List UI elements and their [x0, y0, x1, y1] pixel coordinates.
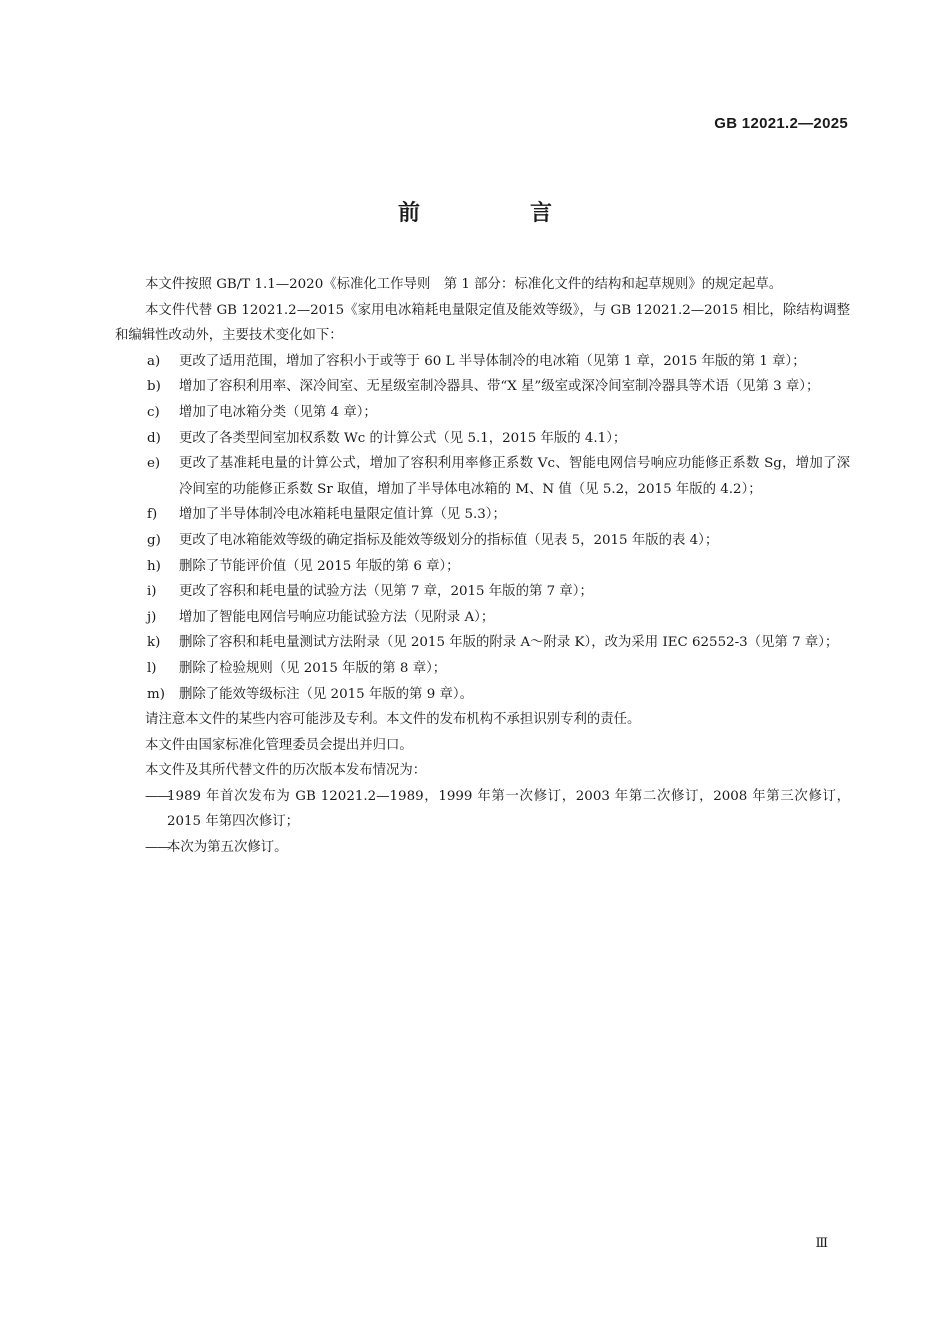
list-item-text: 更改了基准耗电量的计算公式，增加了容积利用率修正系数 Vc、智能电网信号响应功能修正系数 Sg，增加了深冷间室的功能修正系数 Sr 取值，增加了半导体电冰箱的 M、N 值（见 5.2，2015 年版的 4.2）； — [179, 456, 850, 497]
history-intro-paragraph: 本文件及其所代替文件的历次版本发布情况为： — [145, 763, 427, 779]
list-marker: f) — [147, 507, 158, 523]
list-item — [115, 630, 850, 656]
list-item — [115, 579, 850, 605]
patent-notice-paragraph: 请注意本文件的某些内容可能涉及专利。本文件的发布机构不承担识别专利的责任。 — [145, 712, 641, 728]
list-item-text: 更改了电冰箱能效等级的确定指标及能效等级划分的指标值（见表 5，2015 年版的表 4）； — [179, 532, 719, 548]
history-list — [115, 784, 850, 861]
page-title: 前 言 — [397, 201, 596, 226]
list-marker: b) — [147, 379, 161, 395]
list-marker: h) — [147, 558, 161, 574]
list-item — [115, 605, 850, 631]
dash-marker: —— — [145, 788, 170, 804]
list-marker: i) — [147, 584, 157, 600]
list-item-text: 更改了适用范围，增加了容积小于或等于 60 L 半导体制冷的电冰箱（见第 1 章，2015 年版的第 1 章）； — [179, 353, 806, 369]
history-item-text: 本次为第五次修订。 — [167, 840, 288, 856]
list-marker: a) — [147, 353, 161, 369]
document-body — [115, 272, 850, 861]
list-item-text: 删除了节能评价值（见 2015 年版的第 6 章）； — [179, 558, 460, 574]
list-item — [115, 349, 850, 375]
list-item-text: 增加了容积利用率、深冷间室、无星级室制冷器具、带“X 星”级室或深冷间室制冷器具等术语（见第 3 章）； — [179, 379, 820, 395]
list-item — [115, 426, 850, 452]
list-item-text: 更改了各类型间室加权系数 Wc 的计算公式（见 5.1，2015 年版的 4.1）； — [179, 430, 627, 446]
list-item — [115, 554, 850, 580]
list-item — [115, 400, 850, 426]
list-marker: c) — [147, 404, 160, 420]
list-marker: k) — [147, 635, 161, 651]
intro-paragraph-replacement: 本文件代替 GB 12021.2—2015《家用电冰箱耗电量限定值及能效等级》，与 GB 12021.2—2015 相比，除结构调整和编辑性改动外，主要技术变化如下： — [115, 302, 850, 344]
list-item-text: 增加了电冰箱分类（见第 4 章）； — [179, 404, 377, 420]
history-item — [115, 835, 850, 861]
page-number: Ⅲ — [815, 1236, 828, 1251]
list-item-text: 删除了能效等级标注（见 2015 年版的第 9 章）。 — [179, 686, 473, 702]
list-item-text: 删除了容积和耗电量测试方法附录（见 2015 年版的附录 A～附录 K），改为采用 IEC 62552-3（见第 7 章）； — [179, 635, 839, 651]
list-item — [115, 528, 850, 554]
list-item — [115, 656, 850, 682]
changes-list — [115, 349, 850, 707]
standard-code-header: GB 12021.2—2025 — [714, 115, 848, 132]
list-item-text: 删除了检验规则（见 2015 年版的第 8 章）； — [179, 660, 447, 676]
history-item-text: 1989 年首次发布为 GB 12021.2—1989，1999 年第一次修订，2003 年第二次修订，2008 年第三次修订，2015 年第四次修订； — [167, 788, 850, 830]
list-item — [115, 374, 850, 400]
history-item — [115, 784, 850, 835]
list-marker: m) — [147, 686, 165, 702]
list-item-text: 更改了容积和耗电量的试验方法（见第 7 章，2015 年版的第 7 章）； — [179, 584, 593, 600]
list-item — [115, 451, 850, 502]
list-item — [115, 682, 850, 708]
dash-marker: —— — [145, 840, 170, 856]
list-item-text: 增加了智能电网信号响应功能试验方法（见附录 A）； — [179, 609, 495, 625]
list-marker: j) — [147, 609, 157, 625]
list-marker: g) — [147, 532, 161, 548]
list-marker: d) — [147, 430, 161, 446]
intro-paragraph-drafting-rules: 本文件按照 GB/T 1.1—2020《标准化工作导则 第 1 部分：标准化文件的结构和起草规则》的规定起草。 — [145, 277, 783, 292]
list-item — [115, 502, 850, 528]
list-marker: l) — [147, 660, 157, 676]
list-marker: e) — [147, 456, 161, 472]
list-item-text: 增加了半导体制冷电冰箱耗电量限定值计算（见 5.3）； — [179, 507, 506, 523]
proposer-paragraph: 本文件由国家标准化管理委员会提出并归口。 — [145, 737, 413, 753]
